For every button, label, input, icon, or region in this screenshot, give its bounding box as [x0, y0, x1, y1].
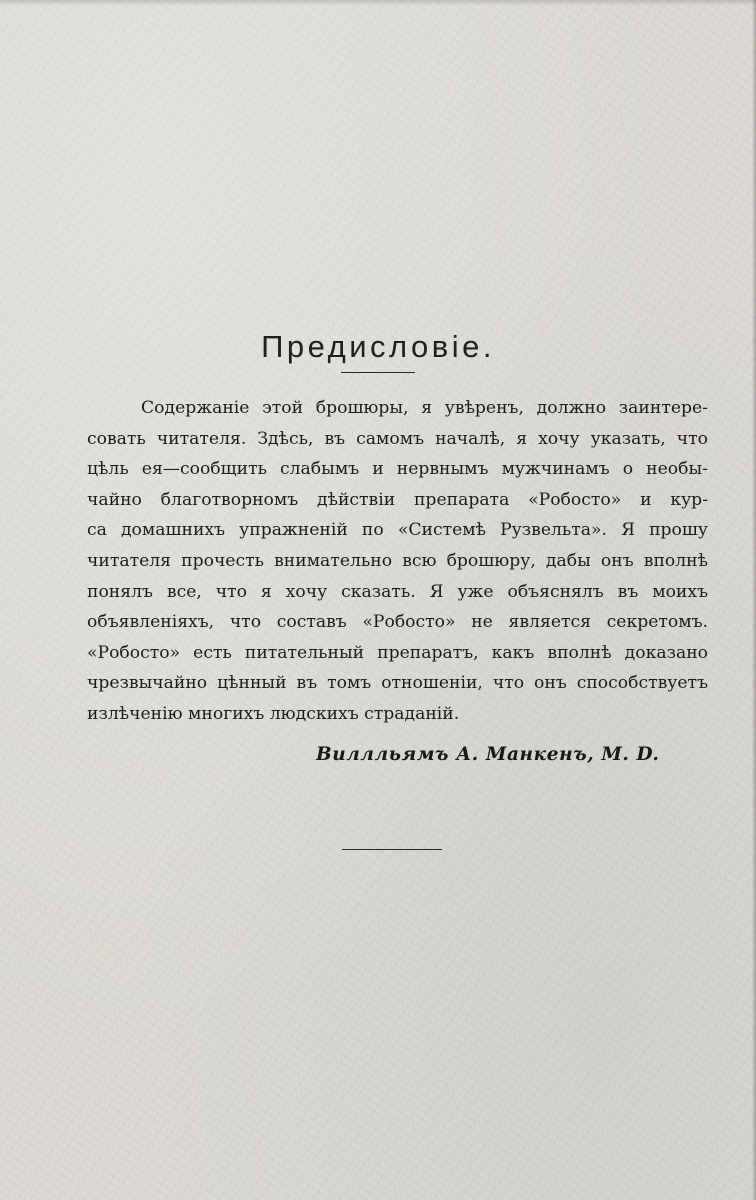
page-edge — [752, 0, 756, 1200]
closing-divider — [342, 849, 442, 850]
paragraph-line: чрезвычайно цѣнный въ томъ отношенiи, что онъ способствуетъ — [87, 673, 708, 694]
paragraph-line: цѣль ея—сообщить слабымъ и нервнымъ мужчинамъ о необы- — [87, 459, 708, 480]
paragraph-line: понялъ все, что я хочу сказать. Я уже объяснялъ въ моихъ — [87, 581, 708, 602]
paragraph-line: Содержанiе этой брошюры, я увѣренъ, должно заинтере- — [141, 398, 708, 418]
preface-paragraph — [87, 393, 708, 730]
paragraph-line: совать читателя. Здѣсь, въ самомъ началѣ, я хочу указать, что — [87, 428, 708, 449]
page-title: Предисловiе. — [261, 328, 495, 364]
title-divider — [341, 372, 415, 373]
paragraph-line: излѣченiю многихъ людскихъ страданiй. — [87, 703, 460, 724]
page-top-shadow — [0, 0, 756, 6]
paragraph-line: «Робосто» есть питательный препаратъ, какъ вполнѣ доказано — [87, 642, 708, 663]
paragraph-line: чайно благотворномъ дѣйствiи препарата «Робосто» и кур- — [87, 489, 708, 510]
author-signature: Виллльямъ А. Манкенъ, М. D. — [316, 744, 660, 765]
paragraph-line: са домашнихъ упражненiй по «Системѣ Рузвельта». Я прошу — [87, 520, 708, 541]
paragraph-line: читателя прочесть внимательно всю брошюру, дабы онъ вполнѣ — [87, 550, 708, 571]
paragraph-line: объявленiяхъ, что составъ «Робосто» не является секретомъ. — [87, 612, 708, 633]
